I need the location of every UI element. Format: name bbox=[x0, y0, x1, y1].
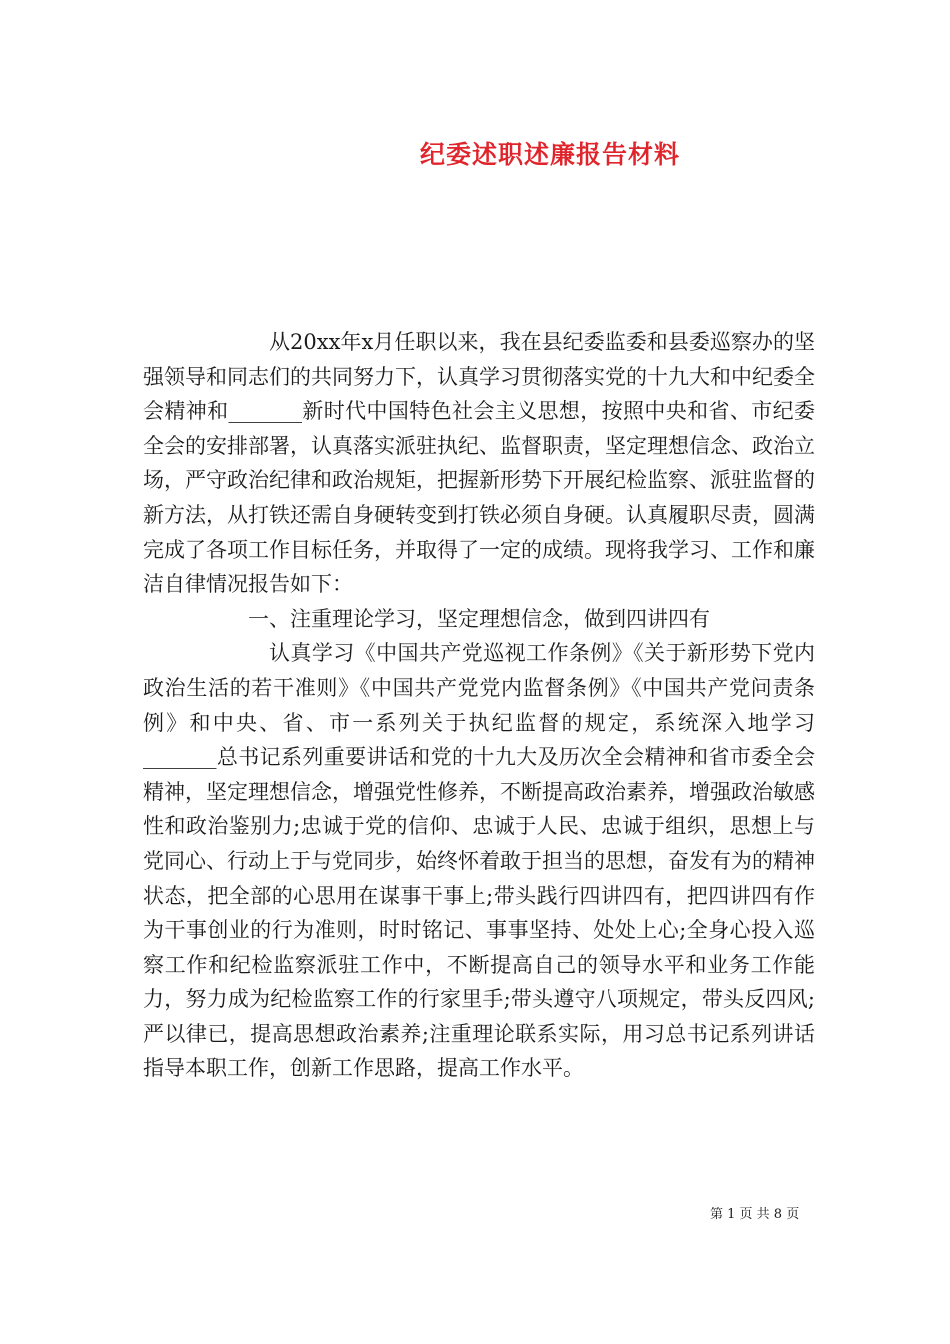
document-body bbox=[143, 325, 815, 1086]
document-title: 纪委述职述廉报告材料 bbox=[419, 140, 680, 169]
section-heading: 一、注重理论学习，坚定理想信念，做到四讲四有 bbox=[248, 606, 710, 631]
paragraph-intro: 从20xx年x月任职以来，我在县纪委监委和县委巡察办的坚强领导和同志们的共同努力下，认真学习贯彻落实党的十九大和中纪委全会精神和_______新时代中国特色社会主义思想，按照中央和省、市纪委全会的安排部署，认真落实派驻执纪、监督职责，坚定理想信念、政治立场，严守政治纪律和政治规矩，把握新形势下开展纪检监察、派驻监督的新方法，从打铁还需自身硬转变到打铁必须自身硬。认真履职尽责，圆满完成了各项工作目标任务，并取得了一定的成绩。现将我学习、工作和廉洁自律情况报告如下： bbox=[143, 330, 815, 597]
page-number-footer: 第 1 页 共 8 页 bbox=[710, 1207, 800, 1222]
paragraph-study: 认真学习《中国共产党巡视工作条例》《关于新形势下党内政治生活的若干准则》《中国共产党党内监督条例》《中国共产党问责条例》和中央、省、市一系列关于执纪监督的规定，系统深入地学习_______总书记系列重要讲话和党的十九大及历次全会精神和省市委全会精神，坚定理想信念，增强党性修养，不断提高政治素养，增强政治敏感性和政治鉴别力;忠诚于党的信仰、忠诚于人民、忠诚于组织，思想上与党同心、行动上于与党同步，始终怀着敢于担当的思想，奋发有为的精神状态，把全部的心思用在谋事干事上;带头践行四讲四有，把四讲四有作为干事创业的行为准则，时时铭记、事事坚持、处处上心;全身心投入巡察工作和纪检监察派驻工作中，不断提高自己的领导水平和业务工作能力，努力成为纪检监察工作的行家里手;带头遵守八项规定，带头反四风;严以律已，提高思想政治素养;注重理论联系实际，用习总书记系列讲话指导本职工作，创新工作思路，提高工作水平。 bbox=[143, 641, 815, 1081]
